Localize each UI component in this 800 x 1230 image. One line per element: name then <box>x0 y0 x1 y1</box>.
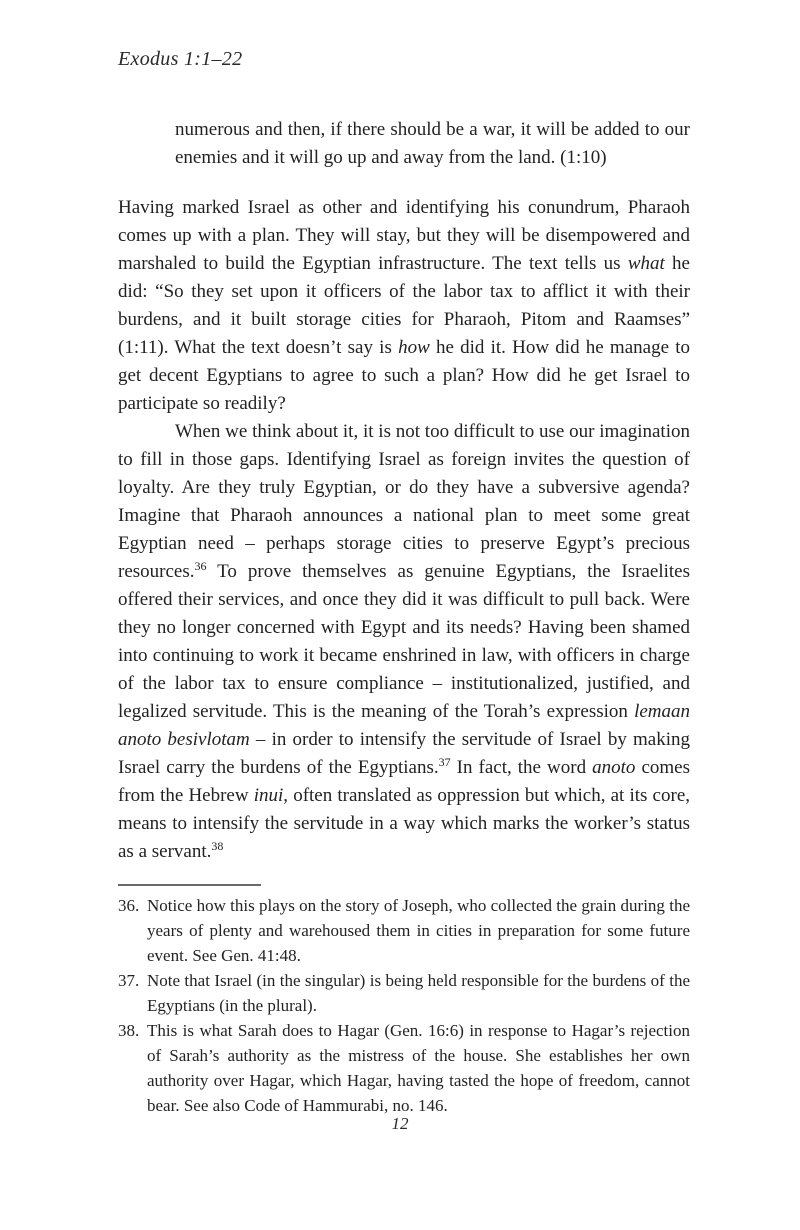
footnote-number: 36. <box>118 896 140 915</box>
footnote-reference: 37 <box>438 755 451 769</box>
text-run: he did: “So they set upon it officers of the labor tax to afflict it with their burdens, and it built storage cities for Pharaoh, Pitom and Raamses” (1:11). What the text doesn’t say is <box>118 253 690 358</box>
italic-term: how <box>398 337 430 358</box>
footnote <box>118 893 690 968</box>
text-run: , often translated as oppression but which, at its core, means to intensify the servitude in a way which marks the worker’s status as a servant. <box>118 785 691 862</box>
text-column <box>118 116 690 866</box>
footnote-separator <box>118 884 261 886</box>
paragraph <box>118 194 690 418</box>
italic-term: inui <box>253 785 284 806</box>
page-number: 12 <box>391 1114 409 1133</box>
italic-term: what <box>627 253 665 274</box>
footnote-reference: 38 <box>211 839 224 853</box>
block-quote: numerous and then, if there should be a war, it will be added to our enemies and it will go up and away from the land. (1:10) <box>175 119 690 168</box>
text-run: When we think about it, it is not too difficult to use our imagination to fill in those gaps. Identifying Israel as foreign invites the question of loyalty. Are they truly Egyptian, or do they have a subversive agenda? Imagine that Pharaoh announces a national plan to meet some great Egyptian need – perhaps storage cities to preserve Egypt’s precious resources. <box>118 421 690 582</box>
footnote <box>118 968 690 1018</box>
text-run: comes from the Hebrew <box>118 757 690 806</box>
footnote-text: Note that Israel (in the singular) is being held responsible for the burdens of the Egyptians (in the plural). <box>147 971 690 1015</box>
body-text <box>118 194 690 866</box>
italic-term: lemaan anoto besivlotam <box>118 701 690 750</box>
italic-term: anoto <box>592 757 636 778</box>
footnote <box>118 1018 690 1118</box>
footnote-list <box>118 893 690 1118</box>
running-header: Exodus 1:1–22 <box>118 48 243 70</box>
paragraph <box>118 418 690 866</box>
footnote-text: This is what Sarah does to Hagar (Gen. 16:6) in response to Hagar’s rejection of Sarah’s authority as the mistress of the house. She establishes her own authority over Hagar, which Hagar, having tasted the hope of freedom, cannot bear. See also Code of Hammurabi, no. 146. <box>147 1021 690 1115</box>
text-run: he did it. How did he manage to get decent Egyptians to agree to such a plan? How did he get Israel to participate so readily? <box>118 337 691 414</box>
footnote-number: 37. <box>118 971 140 990</box>
footnote-reference: 36 <box>194 559 207 573</box>
text-run: Having marked Israel as other and identifying his conundrum, Pharaoh comes up with a plan. They will stay, but they will be disempowered and marshaled to build the Egyptian infrastructure. The text tells us <box>118 197 690 274</box>
footnote-text: Notice how this plays on the story of Joseph, who collected the grain during the years of plenty and warehoused them in cities in preparation for some future event. See Gen. 41:48. <box>147 896 690 965</box>
text-run: – in order to intensify the servitude of Israel by making Israel carry the burdens of the Egyptians. <box>118 729 690 778</box>
text-run: In fact, the word <box>450 757 593 778</box>
footnote-number: 38. <box>118 1021 140 1040</box>
text-run: To prove themselves as genuine Egyptians, the Israelites offered their services, and once they did it was difficult to pull back. Were they no longer concerned with Egypt and its needs? Having been shamed into continuing to work it became enshrined in law, with officers in charge of the labor tax to ensure compliance – institutionalized, justified, and legalized servitude. This is the meaning of the Torah’s expression <box>118 561 690 722</box>
